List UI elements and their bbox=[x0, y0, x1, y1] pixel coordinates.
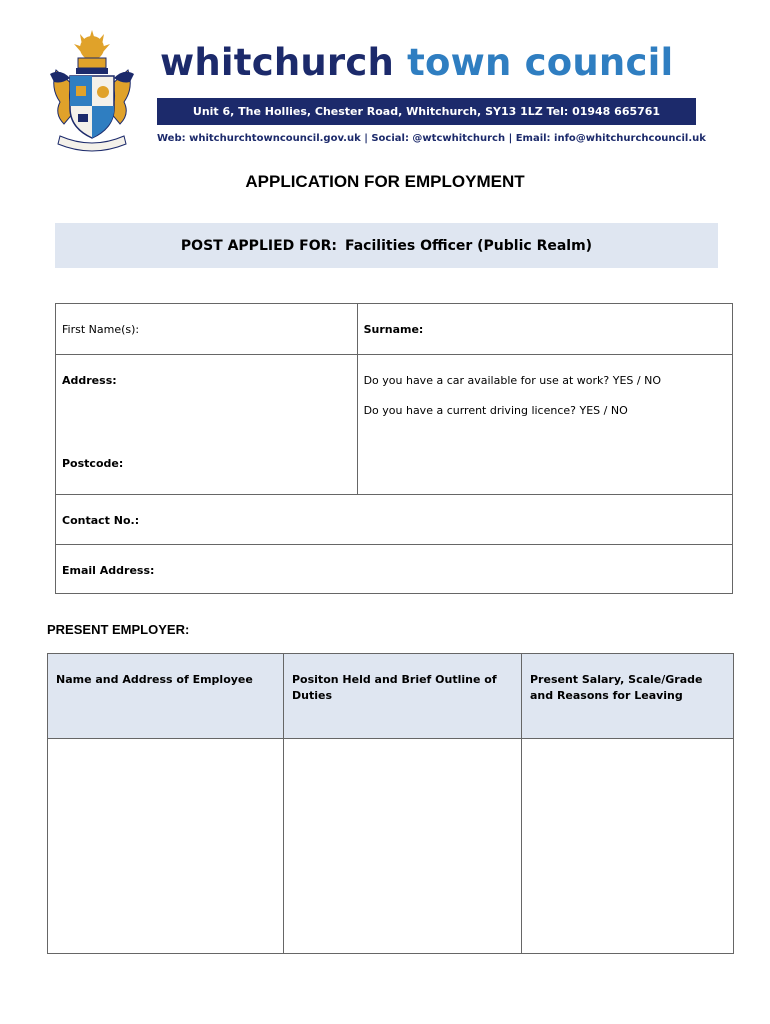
address-label: Address: bbox=[62, 374, 117, 387]
driving-questions-cell[interactable] bbox=[357, 355, 732, 495]
brand-word-whitchurch: whitchurch bbox=[160, 41, 395, 84]
brand-word-town-council: town council bbox=[407, 41, 674, 84]
personal-details-table bbox=[55, 303, 733, 594]
council-crest-logo bbox=[46, 28, 138, 154]
first-name-label: First Name(s): bbox=[62, 323, 140, 336]
surname-label: Surname: bbox=[363, 323, 424, 336]
address-banner bbox=[157, 98, 696, 125]
contact-number-label: Contact No.: bbox=[62, 514, 140, 527]
driving-licence-question: Do you have a current driving licence? YES / NO bbox=[363, 404, 628, 417]
address-field[interactable] bbox=[56, 355, 358, 495]
first-name-field[interactable] bbox=[56, 304, 358, 355]
address-line: Unit 6, The Hollies, Chester Road, Whitchurch, SY13 1LZ Tel: 01948 665761 bbox=[192, 105, 661, 118]
surname-field[interactable] bbox=[357, 304, 732, 355]
employee-name-address-header: Name and Address of Employee bbox=[48, 654, 284, 739]
post-applied-for-panel bbox=[55, 223, 718, 268]
employee-name-address-field[interactable] bbox=[48, 739, 284, 954]
document-title: APPLICATION FOR EMPLOYMENT bbox=[245, 172, 525, 191]
car-available-question: Do you have a car available for use at work? YES / NO bbox=[363, 374, 661, 387]
position-duties-header: Positon Held and Brief Outline of Duties bbox=[284, 654, 522, 739]
contact-line: Web: whitchurchtowncouncil.gov.uk | Social: @wtcwhitchurch | Email: info@whitchurchcouncil.uk bbox=[157, 133, 706, 144]
present-employer-heading: PRESENT EMPLOYER: bbox=[47, 622, 190, 637]
position-duties-field[interactable] bbox=[284, 739, 522, 954]
post-applied-for-value: Facilities Officer (Public Realm) bbox=[344, 237, 593, 254]
email-address-label: Email Address: bbox=[62, 564, 155, 577]
post-applied-for-label: POST APPLIED FOR: bbox=[180, 237, 337, 254]
contact-number-field[interactable] bbox=[56, 495, 733, 545]
postcode-label: Postcode: bbox=[62, 457, 124, 470]
salary-reasons-header: Present Salary, Scale/Grade and Reasons for Leaving bbox=[522, 654, 734, 739]
salary-reasons-field[interactable] bbox=[522, 739, 734, 954]
council-brand-name bbox=[160, 41, 674, 84]
email-address-field[interactable] bbox=[56, 545, 733, 594]
present-employer-table bbox=[47, 653, 734, 954]
